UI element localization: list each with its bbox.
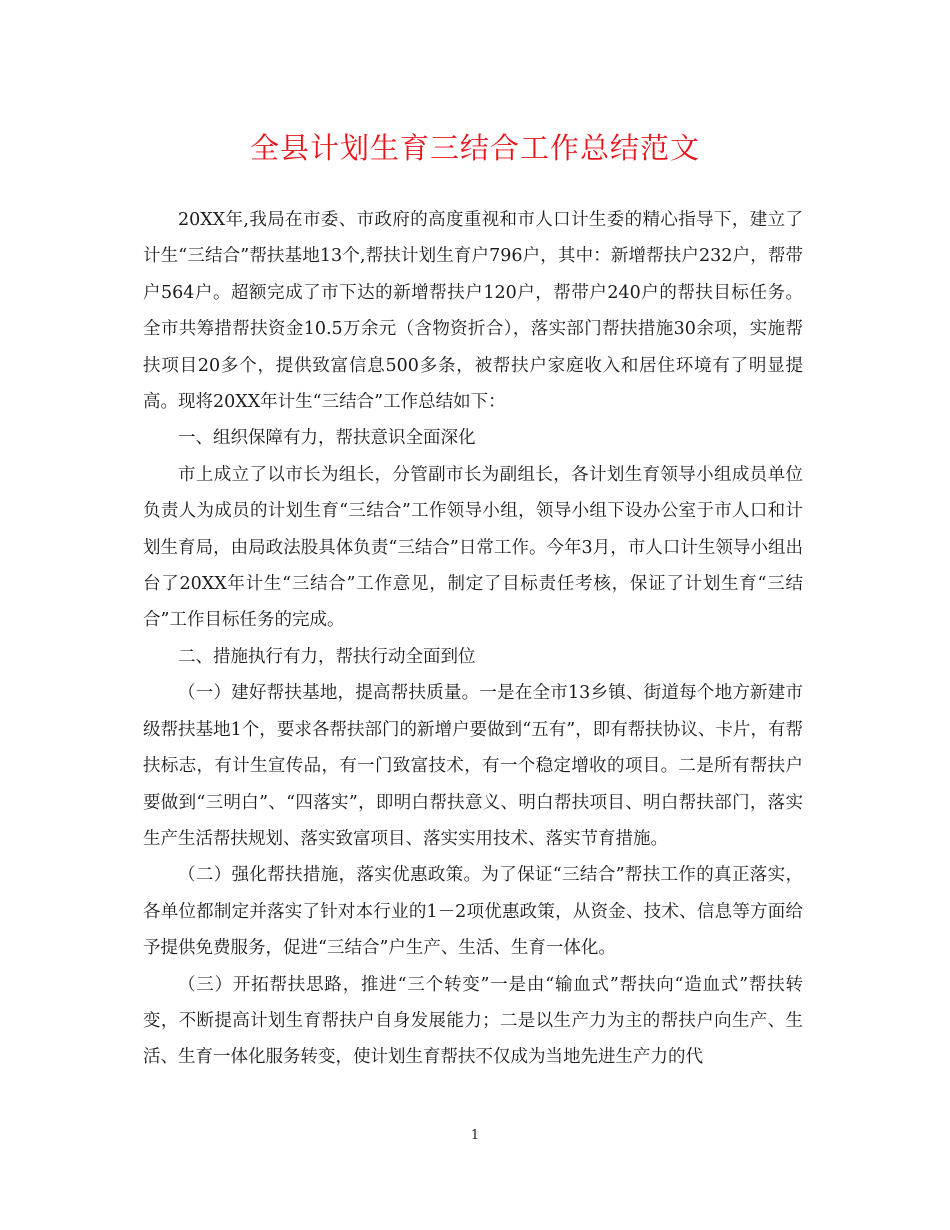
paragraph-measure-3: （三）开拓帮扶思路，推进“三个转变”一是由“输血式”帮扶向“造血式”帮扶转变，不断提高计划生育帮扶户自身发展能力；二是以生产力为主的帮扶户向生产、生活、生育一体化服务转变，使计划生育帮扶不仅成为当地先进生产力的代 [143,974,803,1068]
section-heading-2: 二、措施执行有力，帮扶行动全面到位 [178,646,476,667]
paragraph-measure-1: （一）建好帮扶基地，提高帮扶质量。一是在全市13乡镇、街道每个地方新建市级帮扶基地1个，要求各帮扶部门的新增户要做到“五有”，即有帮扶协议、卡片，有帮扶标志，有计生宣传品，有一门致富技术，有一个稳定增收的项目。二是所有帮扶户要做到“三明白”、“四落实”，即明白帮扶意义、明白帮扶项目、明白帮扶部门，落实生产生活帮扶规划、落实致富项目、落实实用技术、落实节育措施。 [143,683,803,849]
section-heading-1: 一、组织保障有力，帮扶意识全面深化 [178,428,476,449]
paragraph-measure-2: （二）强化帮扶措施，落实优惠政策。为了保证“三结合”帮扶工作的真正落实，各单位都制定并落实了针对本行业的1－2项优惠政策，从资金、技术、信息等方面给予提供免费服务，促进“三结合”户生产、生活、生育一体化。 [143,865,803,959]
paragraph-intro: 20XX年,我局在市委、市政府的高度重视和市人口计生委的精心指导下，建立了计生“三结合”帮扶基地13个,帮扶计划生育户796户，其中：新增帮扶户232户，帮带户564户。超额完成了市下达的新增帮扶户120户，帮带户240户的帮扶目标任务。全市共筹措帮扶资金10.5万余元（含物资折合），落实部门帮扶措施30余项，实施帮扶项目20多个，提供致富信息500多条，被帮扶户家庭收入和居住环境有了明显提高。现将20XX年计生“三结合”工作总结如下： [143,210,803,413]
page-number: 1 [470,1128,480,1143]
document-title: 全县计划生育三结合工作总结范文 [249,131,700,165]
document-body [143,202,803,1076]
paragraph-organization: 市上成立了以市长为组长，分管副市长为副组长，各计划生育领导小组成员单位负责人为成员的计划生育“三结合”工作领导小组，领导小组下设办公室于市人口和计划生育局，由局政法股具体负责“三结合”日常工作。今年3月，市人口计生领导小组出台了20XX年计生“三结合”工作意见，制定了目标责任考核，保证了计划生育“三结合”工作目标任务的完成。 [143,464,803,631]
